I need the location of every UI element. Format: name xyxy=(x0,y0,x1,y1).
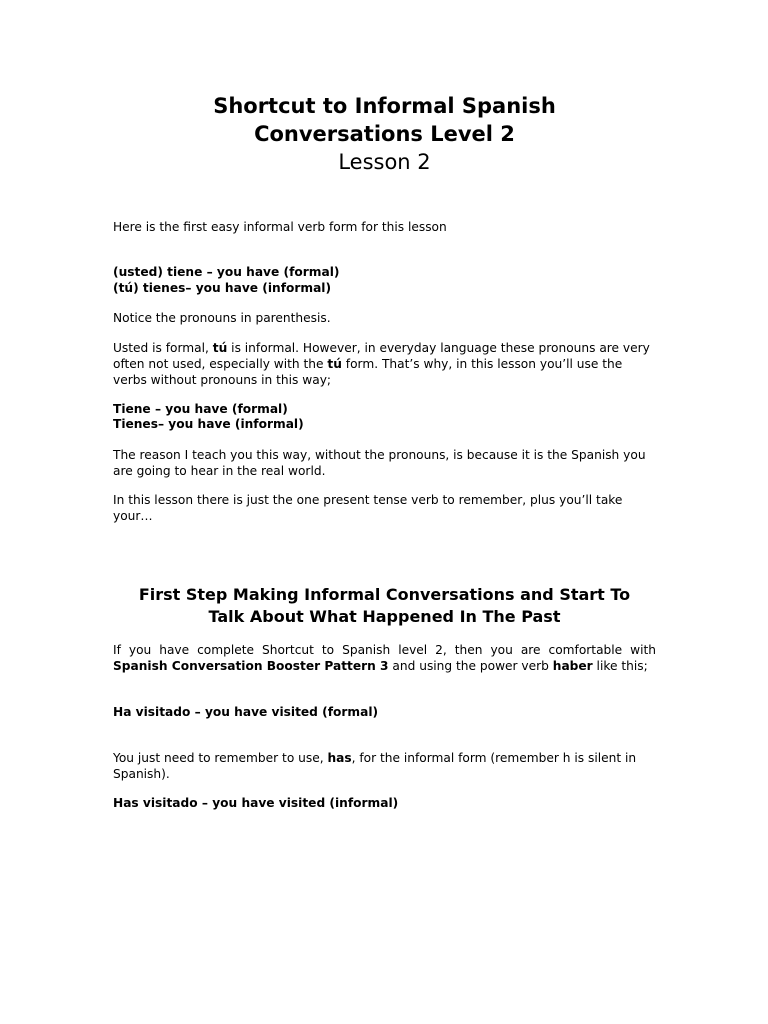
usted-text-1: Usted is formal, xyxy=(113,341,213,355)
usted-paragraph xyxy=(113,340,656,388)
title-line-2: Conversations Level 2 xyxy=(254,122,515,146)
has-bold: has xyxy=(327,751,352,765)
section-heading-line-2: Talk About What Happened In The Past xyxy=(208,607,561,626)
example-informal: Has visitado – you have visited (informal) xyxy=(113,796,399,810)
verb-pair-formal: (usted) tiene – you have (formal) xyxy=(113,265,340,279)
title-line-1: Shortcut to Informal Spanish xyxy=(213,94,556,118)
booster-pattern: Spanish Conversation Booster Pattern 3 xyxy=(113,659,389,673)
has-text-2: , for the informal form (remember h is silent in Spanish). xyxy=(113,751,637,781)
booster-haber: haber xyxy=(552,659,593,673)
has-paragraph xyxy=(113,750,656,782)
has-text-1: You just need to remember to use, xyxy=(113,751,328,765)
reason-paragraph: The reason I teach you this way, without the pronouns, is because it is the Spanish you are going to hear in the real world. xyxy=(113,448,646,478)
tiene-formal: Tiene – you have (formal) xyxy=(113,402,288,416)
booster-text-1: If you have complete Shortcut to Spanish level 2, then you are comfortable with xyxy=(113,643,656,657)
verb-pair-informal: (tú) tienes– you have (informal) xyxy=(113,281,332,295)
usted-text-3: form. That’s why, in this lesson you’ll use the verbs without pronouns in this way; xyxy=(113,357,623,387)
lesson-subtitle: Lesson 2 xyxy=(338,150,431,174)
booster-text-2: and using the power verb xyxy=(388,659,553,673)
usted-tu-2: tú xyxy=(327,357,342,371)
tienes-informal: Tienes– you have (informal) xyxy=(113,417,304,431)
booster-text-3: like this; xyxy=(592,659,648,673)
document-title xyxy=(113,92,656,148)
section-heading-line-1: First Step Making Informal Conversations and Start To xyxy=(138,585,631,604)
notice-paragraph: Notice the pronouns in parenthesis. xyxy=(113,311,331,325)
usted-text-2: is informal. However, in everyday language these pronouns are very often not used, especially with the xyxy=(113,341,650,371)
section-heading xyxy=(113,584,656,628)
intro-paragraph: Here is the first easy informal verb form for this lesson xyxy=(113,220,447,234)
booster-paragraph xyxy=(113,642,656,674)
one-verb-paragraph: In this lesson there is just the one present tense verb to remember, plus you’ll take your… xyxy=(113,493,623,523)
usted-tu-1: tú xyxy=(212,341,228,355)
example-formal: Ha visitado – you have visited (formal) xyxy=(113,705,379,719)
